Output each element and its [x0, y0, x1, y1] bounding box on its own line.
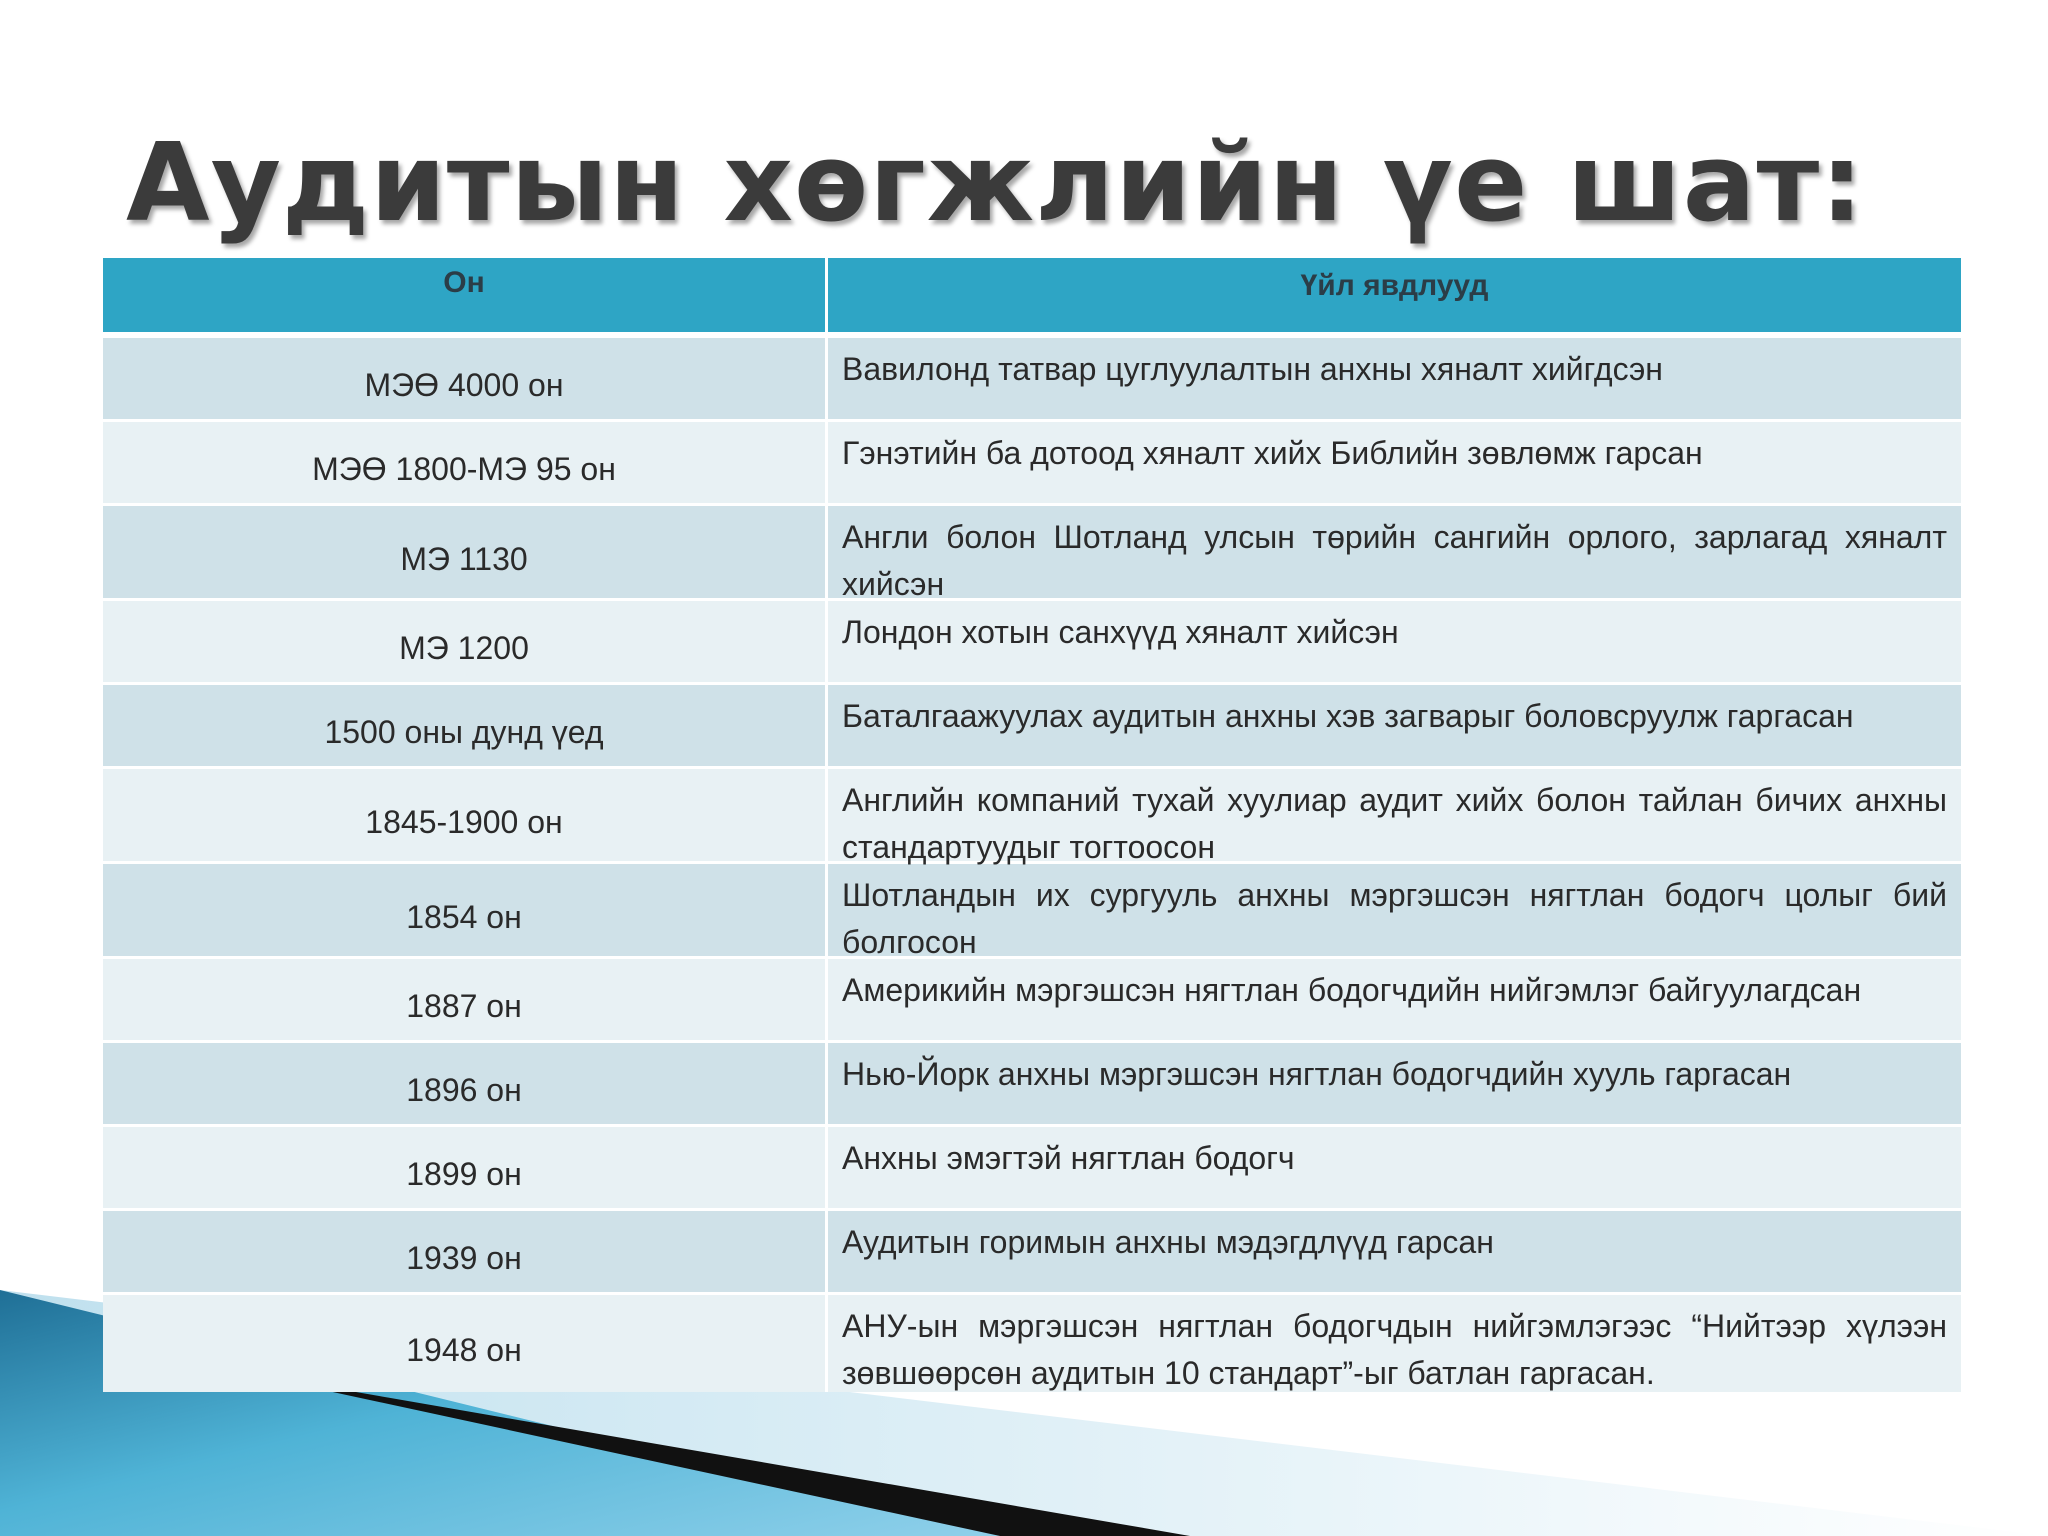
table-row	[103, 1211, 1961, 1295]
year-cell: МЭӨ 4000 он	[364, 367, 564, 403]
column-header-events: Үйл явдлууд	[825, 258, 1961, 332]
table-row	[103, 769, 1961, 864]
table-header-row	[103, 258, 1961, 338]
event-cell: Шотландын их сургууль анхны мэргэшсэн нягтлан бодогч цолыг бий болгосон	[825, 864, 1961, 956]
event-cell: Анхны эмэгтэй нягтлан бодогч	[825, 1127, 1961, 1208]
event-cell: Гэнэтийн ба дотоод хяналт хийх Библийн зөвлөмж гарсан	[825, 422, 1961, 503]
year-cell: 1899 он	[406, 1156, 522, 1192]
table-row	[103, 1295, 1961, 1392]
event-cell: Нью-Йорк анхны мэргэшсэн нягтлан бодогчдийн хууль гаргасан	[825, 1043, 1961, 1124]
event-cell: Америкийн мэргэшсэн нягтлан бодогчдийн нийгэмлэг байгуулагдсан	[825, 959, 1961, 1040]
year-cell: МЭ 1130	[400, 540, 528, 577]
year-cell: 1845-1900 он	[365, 803, 563, 840]
event-cell: Английн компаний тухай хуулиар аудит хийх болон тайлан бичих анхны стандартуудыг тогтоосон	[825, 769, 1961, 861]
event-cell: Баталгаажуулах аудитын анхны хэв загварыг боловсруулж гаргасан	[825, 685, 1961, 766]
year-cell: 1948 он	[406, 1332, 522, 1368]
timeline-table	[103, 258, 1961, 1392]
table-row	[103, 1127, 1961, 1211]
year-cell: 1939 он	[406, 1240, 522, 1276]
table-row	[103, 864, 1961, 959]
table-row	[103, 422, 1961, 506]
year-cell: МЭ 1200	[399, 630, 529, 666]
event-cell: Лондон хотын санхүүд хяналт хийсэн	[825, 601, 1961, 682]
column-header-year: Он	[443, 266, 485, 299]
year-cell: 1896 он	[406, 1072, 522, 1108]
year-cell: 1500 оны дунд үед	[324, 714, 604, 750]
table-row	[103, 959, 1961, 1043]
slide-title: Аудитын хөгжлийн үе шат:	[126, 121, 1865, 246]
year-cell: МЭӨ 1800-МЭ 95 он	[312, 451, 616, 487]
table-row	[103, 506, 1961, 601]
table-row	[103, 601, 1961, 685]
event-cell: АНУ-ын мэргэшсэн нягтлан бодогчдын нийгэмлэгээс “Нийтээр хүлээн зөвшөөрсөн аудитын 10 стандарт”-ыг батлан гаргасан.	[825, 1295, 1961, 1392]
year-cell: 1887 он	[406, 988, 522, 1024]
event-cell: Аудитын горимын анхны мэдэгдлүүд гарсан	[825, 1211, 1961, 1292]
year-cell: 1854 он	[406, 898, 522, 935]
event-cell: Вавилонд татвар цуглуулалтын анхны хяналт хийгдсэн	[825, 338, 1961, 419]
table-row	[103, 685, 1961, 769]
table-row	[103, 338, 1961, 422]
event-cell: Англи болон Шотланд улсын төрийн сангийн орлого, зарлагад хяналт хийсэн	[825, 506, 1961, 598]
table-row	[103, 1043, 1961, 1127]
